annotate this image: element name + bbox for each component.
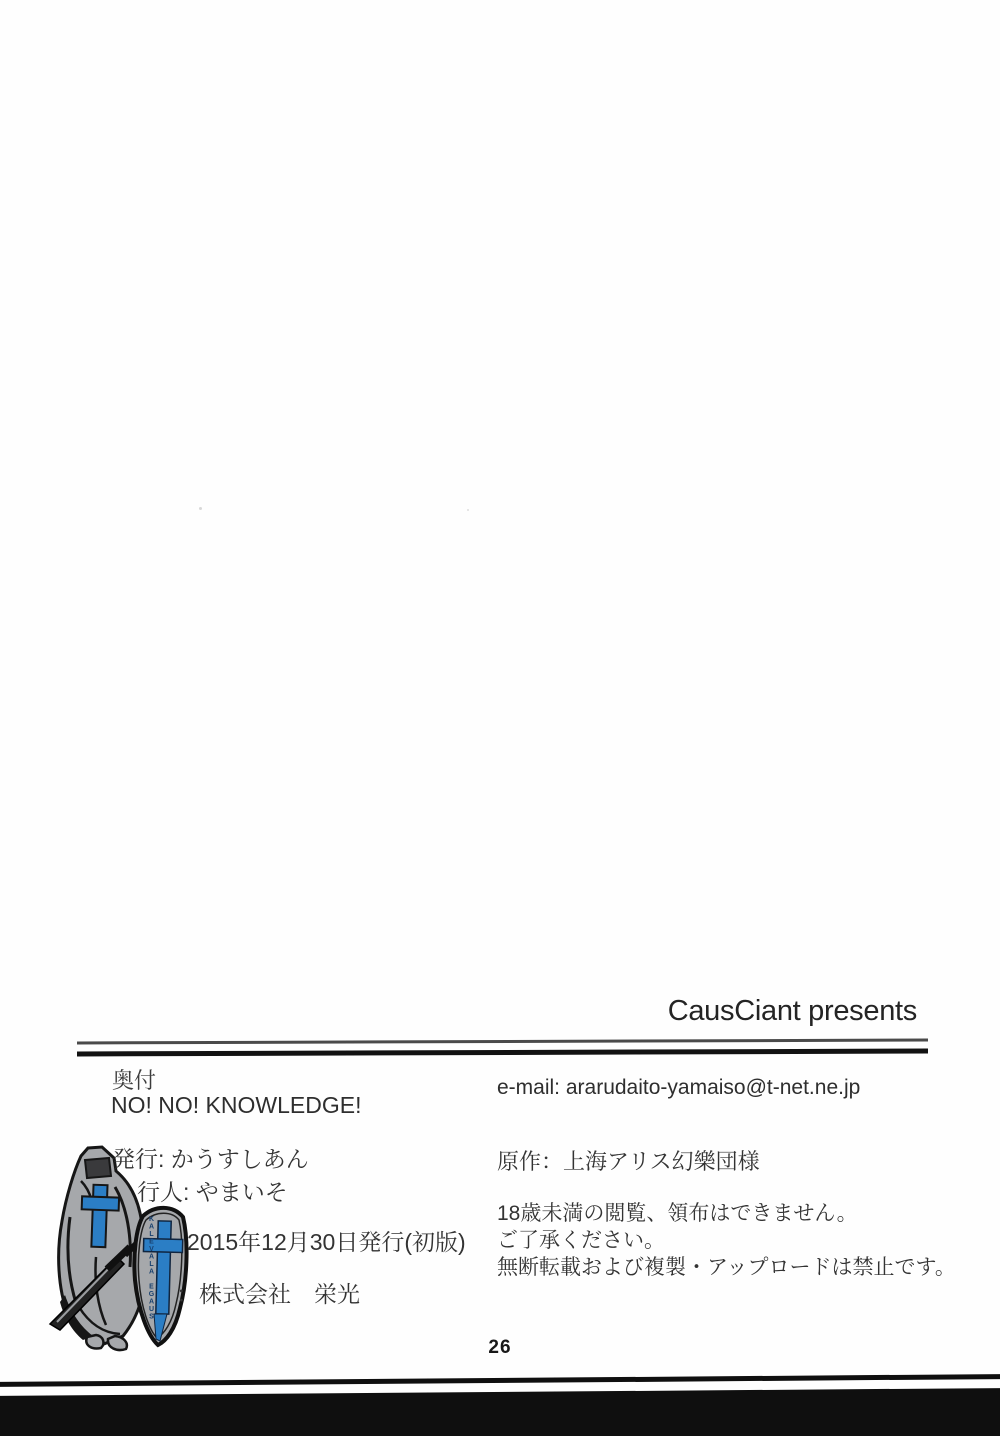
scan-speck (199, 507, 202, 510)
shield-vertical-text: KALEVALA EGAUS (148, 1216, 155, 1321)
divider-rule-thick (77, 1049, 928, 1057)
work-title: NO! NO! KNOWLEDGE! (111, 1092, 362, 1118)
presents-credit: CausCiant presents (667, 995, 917, 1027)
publisher-line: 発行: かうすしあん (112, 1146, 309, 1172)
bottom-scan-line (0, 1374, 1000, 1387)
divider-rule-thin (77, 1039, 928, 1045)
age-notice-block (497, 1200, 956, 1281)
notice-line: 無断転載および複製・アップロードは禁止です。 (497, 1256, 956, 1279)
publication-date-line: 2015年12月30日発行(初版) (187, 1229, 466, 1255)
notice-line: ご了承ください。 (497, 1229, 665, 1252)
notice-line: 18歳未満の閲覧、領布はできません。 (497, 1202, 858, 1225)
printer-line: ：株式会社 栄光 (176, 1281, 360, 1307)
publisher-person-line: 行人: やまいそ (137, 1179, 288, 1205)
colophon-section-title: 奥付 (112, 1068, 157, 1093)
scan-speck (467, 509, 469, 511)
email-line: e-mail: ararudaito-yamaiso@t-net.ne.jp (497, 1076, 861, 1099)
original-work-line: 原作：上海アリス幻樂団様 (497, 1149, 760, 1174)
page-number: 26 (488, 1337, 512, 1358)
bottom-scan-bar (0, 1388, 1000, 1436)
